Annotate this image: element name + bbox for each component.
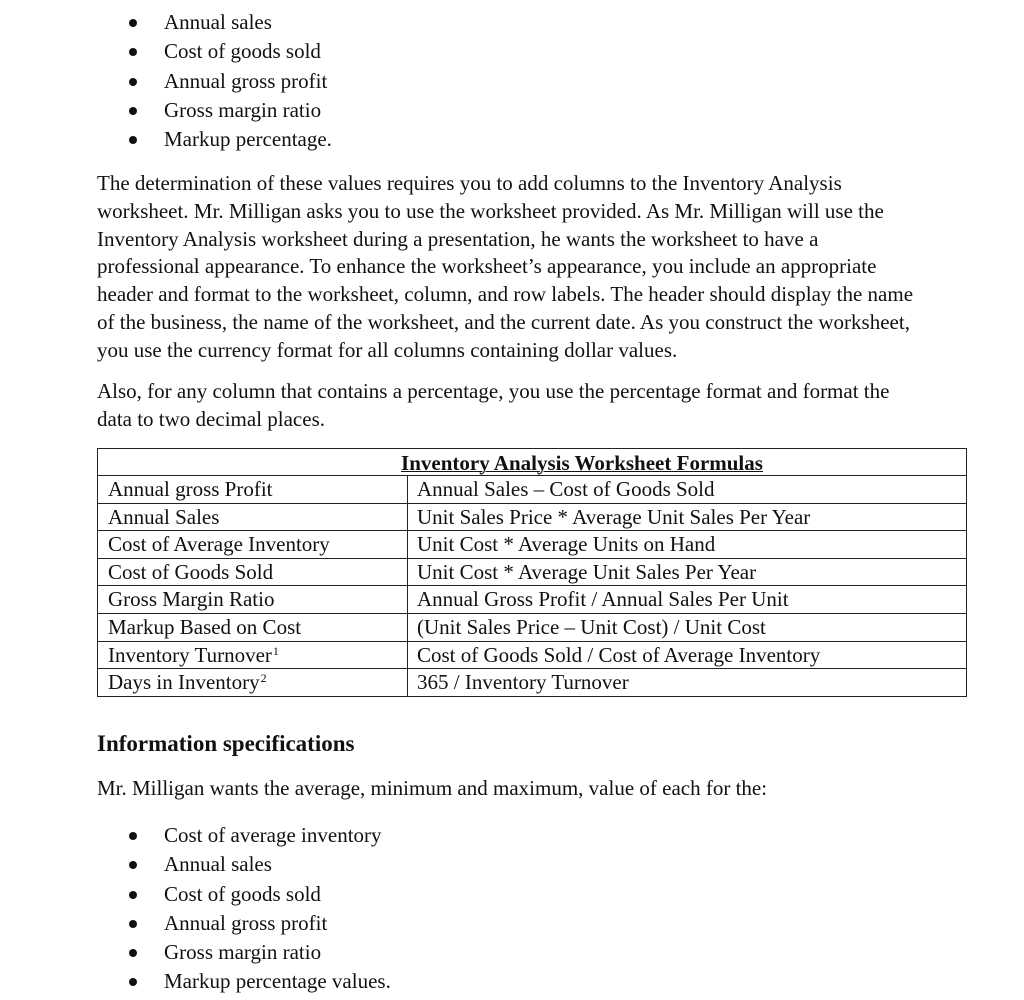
table-cell-formula: Unit Cost * Average Units on Hand	[417, 532, 716, 557]
paragraph-line: of the business, the name of the worksheet, and the current date. As you construct the worksheet,	[97, 309, 910, 334]
table-row	[98, 558, 966, 586]
table-cell-term: Cost of Goods Sold	[98, 559, 408, 586]
bullet-icon	[129, 891, 137, 899]
paragraph-line: data to two decimal places.	[97, 406, 325, 431]
list-item	[127, 967, 391, 996]
bullet-icon	[129, 978, 137, 986]
table-cell-term: Markup Based on Cost	[98, 614, 408, 641]
bottom-bullet-list	[127, 821, 391, 997]
bullet-icon	[129, 832, 137, 840]
table-row	[98, 503, 966, 531]
bullet-icon	[129, 107, 137, 115]
list-item-text: Annual sales	[164, 852, 272, 877]
paragraph-line: header and format to the worksheet, column, and row labels. The header should display the name	[97, 282, 914, 307]
paragraph-line: Inventory Analysis worksheet during a presentation, he wants the worksheet to have a	[97, 226, 819, 251]
paragraph-line: The determination of these values requires you to add columns to the Inventory Analysis	[97, 171, 842, 195]
list-item-text: Markup percentage.	[164, 127, 332, 152]
list-item	[127, 67, 332, 96]
table-cell-term: Gross Margin Ratio	[98, 586, 408, 613]
list-item-text: Markup percentage values.	[164, 969, 391, 994]
formula-table-title: Inventory Analysis Worksheet Formulas	[98, 449, 966, 476]
bullet-icon	[129, 19, 137, 27]
bullet-icon	[129, 48, 137, 56]
paragraph-percentage-format	[97, 378, 977, 434]
table-cell-term: Cost of Average Inventory	[98, 531, 408, 558]
section-intro: Mr. Milligan wants the average, minimum and maximum, value of each for the:	[97, 776, 768, 800]
table-cell-formula: (Unit Sales Price – Unit Cost) / Unit Cost	[417, 614, 766, 639]
section-heading: Information specifications	[97, 731, 355, 756]
table-row	[98, 641, 966, 669]
paragraph-worksheet-instructions	[97, 170, 977, 365]
table-cell-formula: Unit Sales Price * Average Unit Sales Per Year	[417, 504, 811, 529]
list-item-text: Cost of goods sold	[164, 39, 321, 64]
list-item-text: Annual sales	[164, 10, 272, 34]
table-cell-term: Inventory Turnover$^1$	[98, 642, 408, 669]
bullet-icon	[129, 78, 137, 86]
list-item	[127, 96, 332, 125]
list-item	[127, 909, 391, 938]
paragraph-line: you use the currency format for all columns containing dollar values.	[97, 337, 678, 362]
formula-table-body	[98, 476, 966, 696]
list-item-text: Gross margin ratio	[164, 940, 322, 965]
table-cell-formula: Unit Cost * Average Unit Sales Per Year	[417, 559, 757, 584]
list-item-text: Annual gross profit	[164, 910, 328, 935]
paragraph-line: professional appearance. To enhance the worksheet’s appearance, you include an appropriate	[97, 254, 877, 279]
paragraph-line: worksheet. Mr. Milligan asks you to use the worksheet provided. As Mr. Milligan will use the	[97, 198, 884, 223]
table-cell-formula: 365 / Inventory Turnover	[417, 670, 629, 695]
top-bullet-list	[127, 8, 332, 154]
list-item	[127, 880, 391, 909]
list-item	[127, 938, 391, 967]
formula-table	[97, 448, 967, 697]
list-item-text: Cost of average inventory	[164, 823, 382, 847]
footnote-marker: 2	[260, 671, 267, 686]
list-item-text: Annual gross profit	[164, 68, 328, 93]
table-row	[98, 530, 966, 558]
footnote-marker: 1	[272, 643, 279, 658]
list-item	[127, 850, 391, 879]
table-row	[98, 613, 966, 641]
list-item-text: Cost of goods sold	[164, 881, 321, 906]
list-item	[127, 8, 332, 37]
table-cell-term: Days in Inventory$^2$	[98, 669, 408, 696]
bullet-icon	[129, 949, 137, 957]
table-cell-formula: Cost of Goods Sold / Cost of Average Inventory	[417, 642, 821, 667]
bullet-icon	[129, 920, 137, 928]
list-item	[127, 821, 391, 850]
table-row	[98, 668, 966, 696]
table-cell-term: Annual gross Profit	[98, 476, 408, 503]
list-item	[127, 125, 332, 154]
list-item	[127, 37, 332, 66]
list-item-text: Gross margin ratio	[164, 97, 322, 122]
table-cell-term: Annual Sales	[98, 504, 408, 531]
paragraph-line: Also, for any column that contains a percentage, you use the percentage format and format the	[97, 379, 890, 403]
bullet-icon	[129, 136, 137, 144]
table-row	[98, 476, 966, 503]
table-row	[98, 585, 966, 613]
table-cell-formula: Annual Sales – Cost of Goods Sold	[417, 477, 715, 501]
table-cell-formula: Annual Gross Profit / Annual Sales Per Unit	[417, 587, 789, 612]
bullet-icon	[129, 861, 137, 869]
